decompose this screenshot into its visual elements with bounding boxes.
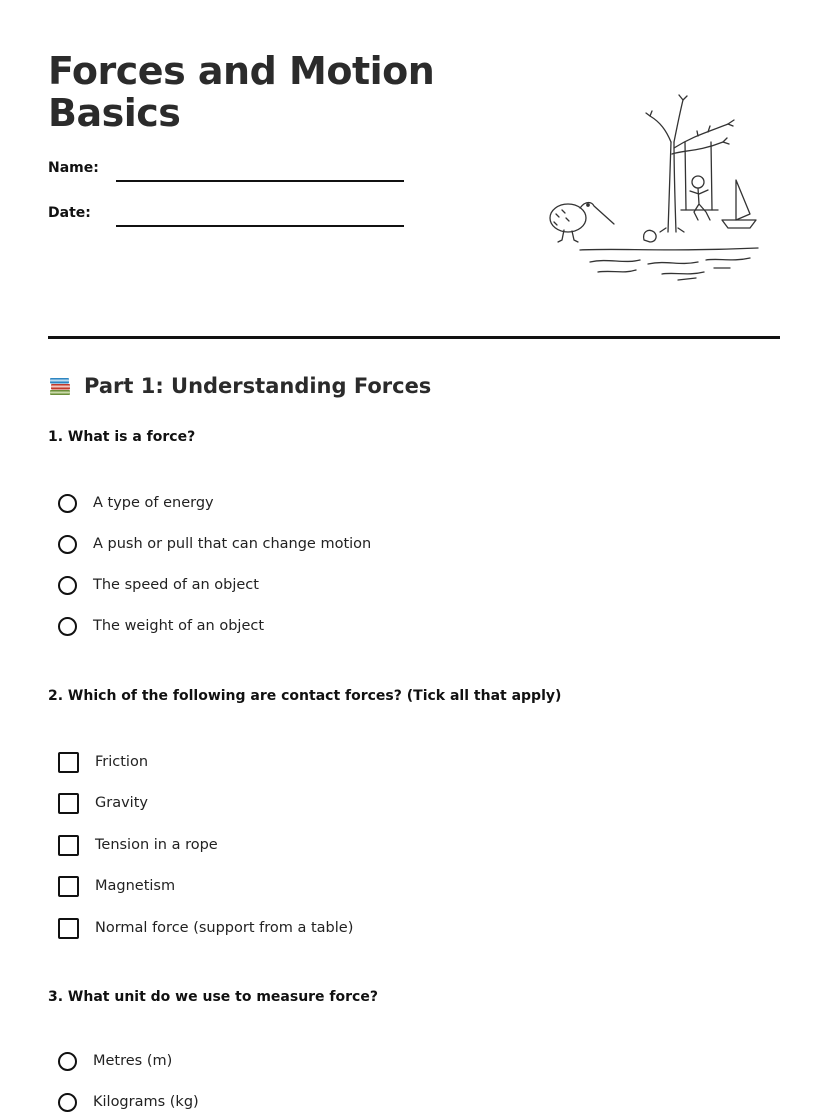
checkbox[interactable] [58,793,79,814]
q2-option-5[interactable] [58,916,353,940]
checkbox[interactable] [58,752,79,773]
option-label: Metres (m) [93,1053,173,1069]
checkbox[interactable] [58,835,79,856]
checkbox[interactable] [58,918,79,939]
worksheet-title: Forces and Motion Basics [48,49,435,135]
q2-option-4[interactable] [58,874,175,898]
radio-button[interactable] [58,535,77,554]
q3-option-2[interactable] [58,1090,199,1114]
option-label: A type of energy [93,495,214,511]
radio-button[interactable] [58,617,77,636]
option-label: Normal force (support from a table) [95,920,354,936]
q2-option-1[interactable] [58,750,148,774]
radio-button[interactable] [58,1052,77,1071]
checkbox[interactable] [58,876,79,897]
option-label: Tension in a rope [95,837,218,853]
radio-button[interactable] [58,494,77,513]
q1-option-4[interactable] [58,614,264,638]
option-label: Magnetism [95,878,176,894]
q1-option-1[interactable] [58,491,214,515]
name-input-line[interactable] [116,180,404,182]
option-label: The speed of an object [93,577,259,593]
radio-button[interactable] [58,576,77,595]
option-label: A push or pull that can change motion [93,536,372,552]
option-label: Gravity [95,795,148,811]
date-input-line[interactable] [116,225,404,227]
option-label: Kilograms (kg) [93,1094,199,1110]
date-label: Date: [48,205,91,221]
question-2: 2. Which of the following are contact forces? (Tick all that apply) [48,688,562,704]
option-label: Friction [95,754,149,770]
radio-button[interactable] [58,1093,77,1112]
q1-option-2[interactable] [58,532,371,556]
part-1-heading [48,374,431,398]
q2-option-3[interactable] [58,833,218,857]
q1-option-3[interactable] [58,573,259,597]
kiwi-tree-swing-illustration [528,92,768,282]
question-1: 1. What is a force? [48,429,196,445]
section-divider [48,336,780,339]
part-1-title: Part 1: Understanding Forces [84,374,432,398]
q3-option-1[interactable] [58,1049,172,1073]
name-label: Name: [48,160,99,176]
books-icon [48,374,72,398]
option-label: The weight of an object [93,618,265,634]
question-3: 3. What unit do we use to measure force? [48,989,378,1005]
q2-option-2[interactable] [58,791,148,815]
